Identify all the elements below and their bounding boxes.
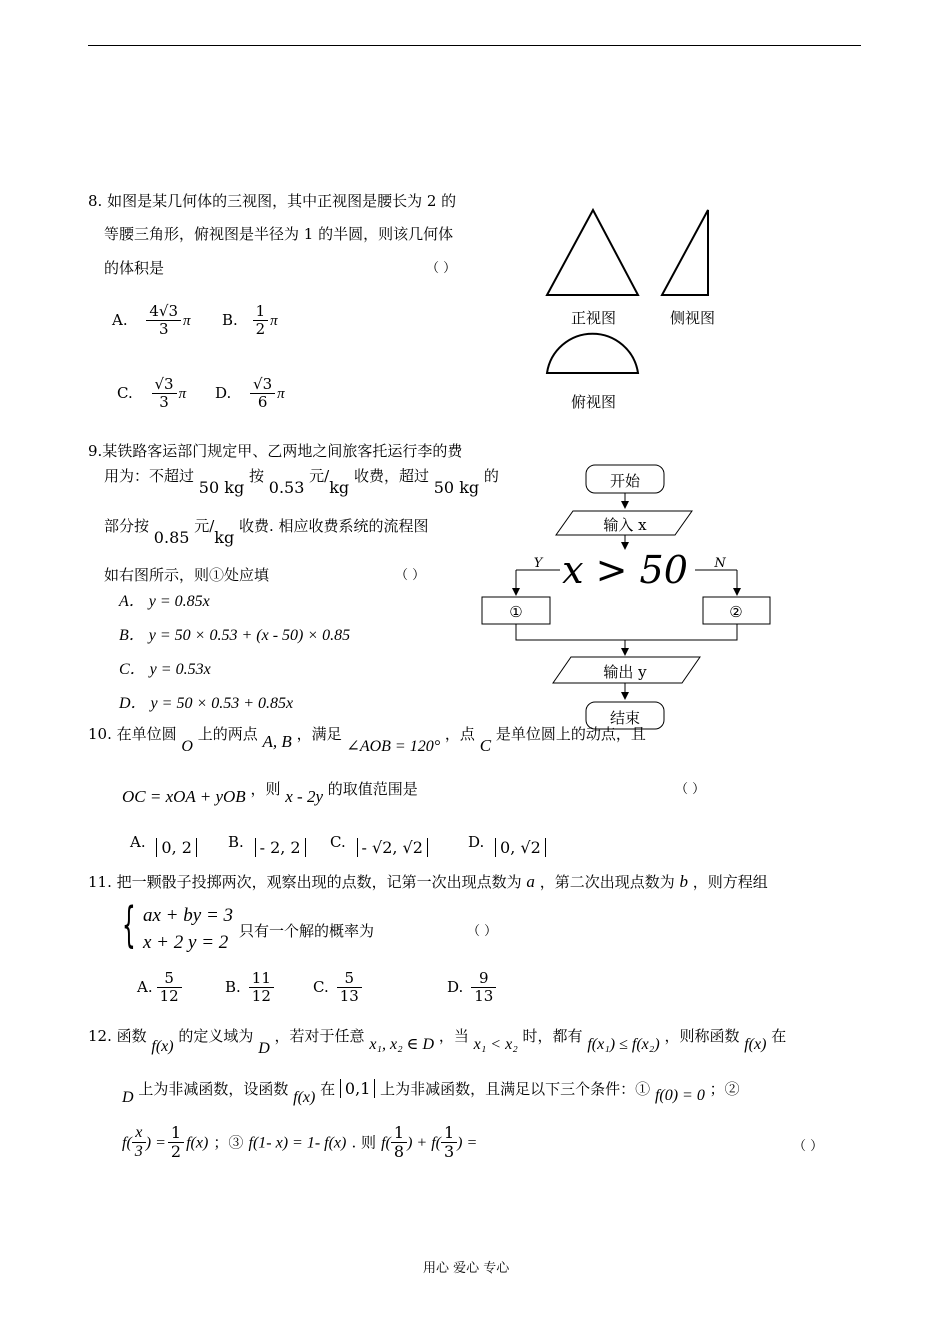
q12-fx: f(x) — [293, 1089, 316, 1106]
flowchart-box-1-text: ① — [509, 603, 523, 621]
q12-domain: D — [122, 1089, 134, 1106]
q10-points: A, B — [262, 732, 292, 751]
q11-var-b: b — [679, 872, 688, 891]
q9-text: 按 — [248, 467, 264, 485]
q9-text: 的 — [483, 467, 499, 485]
flowchart-start-text: 开始 — [609, 472, 641, 490]
q9-option-c: C． y = 0.53x — [119, 661, 211, 678]
q12-question-eq: ) = — [457, 1134, 478, 1152]
q12-text: ，若对于任意 — [274, 1027, 365, 1045]
q9-text: 用为：不超过 — [104, 467, 195, 485]
q10-option-c-value: - √2, √2 — [357, 838, 428, 857]
q11-option-c-num: 5 — [337, 970, 362, 988]
q8-option-c-pi: π — [178, 385, 187, 402]
flowchart-output-text: 输出 y — [603, 663, 647, 681]
q9-line1: 9.某铁路客运部门规定甲、乙两地之间旅客托运行李的费 — [88, 442, 463, 460]
q12-condition-2-den: 3 — [134, 1143, 143, 1161]
q11-option-d-num: 9 — [471, 970, 496, 988]
side-view-triangle — [662, 210, 708, 295]
q11-system-eq2: x + 2 y = 2 — [143, 932, 229, 953]
q12-text: ；③ — [213, 1133, 244, 1152]
q11-line2: 只有一个解的概率为 — [239, 922, 375, 940]
q9-text: 收费，超过 — [353, 467, 429, 485]
q10-option-c-label: C. — [330, 833, 346, 851]
q9-price-1: 0.53 — [268, 478, 305, 497]
q11-text: ，则方程组 — [692, 873, 768, 891]
q8-option-d-pi: π — [277, 385, 285, 402]
flowchart-box-2-text: ② — [729, 603, 743, 621]
q10-option-b — [228, 832, 306, 857]
q10-option-b-label: B. — [228, 833, 244, 851]
q12-fx: f(x) — [151, 1038, 174, 1055]
q10-option-d-label: D. — [468, 833, 485, 851]
q10-expression: x - 2y — [285, 787, 324, 806]
q11-option-a-den: 12 — [159, 987, 179, 1006]
q9-price-2: 0.85 — [153, 528, 190, 547]
q8-option-b-num: 1 — [253, 303, 269, 321]
q10-line2 — [122, 778, 418, 806]
q12-question-num-1: 1 — [391, 1124, 407, 1143]
q11-option-b-label: B. — [225, 977, 241, 996]
q12-condition-2-eq: ) = — [145, 1134, 166, 1152]
q11-brace: { — [122, 897, 136, 953]
q10-option-c — [330, 832, 428, 857]
page-footer: 用心 爱心 专心 — [423, 1261, 510, 1276]
q8-option-a-label: A. — [112, 310, 128, 329]
q10-option-a — [130, 832, 197, 857]
q8-option-b — [222, 303, 278, 339]
q12-text: 上为非减函数，设函数 — [138, 1080, 289, 1098]
q8-option-c-den: 3 — [159, 393, 169, 412]
q12-line1 — [88, 1025, 787, 1057]
q9-line4: 如右图所示，则①处应填 — [104, 566, 270, 584]
q12-text: . 则 — [351, 1133, 376, 1152]
q12-condition-2-num: x — [132, 1124, 146, 1143]
q12-condition-1: f(0) = 0 — [654, 1087, 705, 1104]
q12-text: ；② — [709, 1080, 740, 1098]
q12-text: 在 — [320, 1080, 336, 1098]
q12-question-den-1: 8 — [393, 1142, 405, 1162]
q9-line3 — [104, 515, 429, 547]
q12-domain: D — [258, 1040, 270, 1057]
q12-text: 时，都有 — [522, 1027, 583, 1045]
q8-option-b-pi: π — [270, 312, 278, 329]
q12-text: 上为非减函数，且满足以下三个条件：① — [380, 1080, 651, 1098]
q12-line2 — [122, 1078, 740, 1106]
q10-point-c: C — [479, 736, 492, 755]
q12-text: 在 — [771, 1027, 787, 1045]
q11-line1 — [88, 871, 768, 892]
q8-option-c-num: √3 — [152, 376, 177, 394]
q12-fx1-le-fx2: f(x₁) ≤ f(x₂) — [587, 1036, 660, 1053]
q8-option-a-pi: π — [183, 312, 191, 329]
q11-option-d-label: D. — [447, 977, 464, 996]
q9-unit: 元/ — [309, 467, 330, 485]
q10-text: 的取值范围是 — [327, 780, 418, 798]
q10-text: ，满足 — [296, 725, 342, 743]
flowchart-yes-label: Y — [533, 556, 543, 571]
q10-origin: O — [181, 738, 193, 755]
q8-option-a-den: 3 — [158, 320, 169, 339]
q8-option-d-label: D. — [215, 383, 232, 402]
q12-condition-2-half-den: 2 — [170, 1142, 182, 1162]
top-view-label: 俯视图 — [571, 393, 617, 411]
top-view-semicircle — [547, 334, 638, 373]
front-view-label: 正视图 — [571, 309, 617, 327]
q8-answer-paren: （ ） — [426, 261, 457, 276]
q9-answer-paren: （ ） — [395, 568, 426, 583]
q9-text: 收费. 相应收费系统的流程图 — [238, 517, 429, 535]
q12-question-den-2: 3 — [443, 1142, 455, 1162]
q12-condition-2-f: f( — [122, 1134, 132, 1152]
q12-answer-paren: （ ） — [793, 1139, 824, 1154]
q11-option-d-den: 13 — [474, 987, 494, 1006]
flowchart-condition-text: x > 50 — [562, 548, 688, 592]
q8-option-d-den: 6 — [257, 393, 268, 412]
q12-condition-2-half-num: 1 — [168, 1124, 184, 1143]
q9-unit-kg: kg — [214, 528, 235, 547]
q11-var-a: a — [526, 872, 535, 891]
q10-line1 — [88, 723, 646, 755]
q10-option-a-label: A. — [130, 833, 146, 851]
q8-option-a — [112, 303, 191, 339]
flowchart-no-label: N — [714, 556, 726, 571]
side-view-label: 侧视图 — [670, 309, 716, 327]
front-view-triangle — [547, 210, 638, 295]
q9-line2 — [104, 465, 499, 497]
q12-fx: f(x) — [744, 1036, 767, 1053]
q10-option-d-value: 0, √2 — [495, 838, 546, 857]
three-views-figure — [540, 200, 740, 400]
q8-option-b-label: B. — [222, 310, 238, 329]
q10-text: ，则 — [250, 780, 281, 798]
q8-option-b-den: 2 — [255, 320, 266, 339]
q10-vector-equation: OC = xOA + yOB — [122, 787, 246, 806]
q12-text: 12. 函数 — [88, 1027, 147, 1045]
q10-option-b-value: - 2, 2 — [255, 838, 306, 857]
q12-question-f: f( — [381, 1134, 391, 1152]
q11-option-a-num: 5 — [157, 970, 182, 988]
q12-text: ，当 — [438, 1027, 469, 1045]
q8-option-a-num: 4√3 — [146, 303, 181, 321]
q9-weight-1: 50 kg — [198, 478, 245, 497]
q9-option-a: A． y = 0.85x — [119, 593, 210, 610]
q11-option-a — [137, 970, 184, 1006]
q12-x1-lt-x2: x₁ < x₂ — [473, 1036, 518, 1053]
q12-question-num-2: 1 — [441, 1124, 457, 1143]
q8-line3: 的体积是 — [104, 259, 165, 277]
q10-text: 上的两点 — [197, 725, 258, 743]
q9-unit: 元/ — [194, 517, 215, 535]
q8-line1: 8. 如图是某几何体的三视图，其中正视图是腰长为 2 的 — [88, 192, 457, 210]
q11-option-c-label: C. — [313, 977, 329, 996]
q10-text: ，点 — [444, 725, 475, 743]
q12-interval: 0,1 — [340, 1079, 375, 1098]
q10-answer-paren: （ ） — [675, 782, 706, 797]
q10-option-d — [468, 832, 546, 857]
q10-option-a-value: 0, 2 — [156, 838, 197, 857]
q12-line3 — [122, 1124, 477, 1162]
q11-option-b-num: 11 — [249, 970, 274, 988]
q12-question-plus: ) + f( — [407, 1134, 441, 1152]
flowchart — [470, 455, 790, 735]
q11-text: 11. 把一颗骰子投掷两次，观察出现的点数，记第一次出现点数为 — [88, 873, 522, 891]
q11-text: ，第二次出现点数为 — [539, 873, 675, 891]
q12-text: ，则称函数 — [664, 1027, 740, 1045]
q11-option-a-label: A. — [137, 977, 153, 996]
q8-option-d-num: √3 — [250, 376, 275, 394]
flowchart-input-text: 输入 x — [603, 516, 647, 534]
q11-system-eq1: ax + by = 3 — [143, 905, 234, 926]
q11-option-b — [225, 970, 276, 1006]
q11-option-b-den: 12 — [251, 987, 271, 1006]
q11-option-c — [313, 970, 364, 1006]
q12-text: 的定义域为 — [178, 1027, 254, 1045]
q11-option-c-den: 13 — [339, 987, 359, 1006]
q9-text: 部分按 — [104, 517, 150, 535]
q10-angle: ∠AOB = 120° — [346, 738, 441, 755]
q10-text: 是单位圆上的动点，且 — [495, 725, 646, 743]
q10-text: 10. 在单位圆 — [88, 725, 177, 743]
q11-option-d — [447, 970, 498, 1006]
q8-option-c-label: C. — [117, 383, 133, 402]
q9-option-d: D． y = 50 × 0.53 + 0.85x — [119, 695, 294, 712]
q8-option-c — [117, 376, 186, 412]
q8-option-d — [215, 376, 285, 412]
q9-weight-2: 50 kg — [433, 478, 480, 497]
header-rule — [88, 45, 861, 46]
q12-condition-2-fx: f(x) — [186, 1134, 209, 1152]
q11-answer-paren: （ ） — [467, 924, 498, 939]
q8-line2: 等腰三角形，俯视图是半径为 1 的半圆，则该几何体 — [104, 225, 454, 243]
q9-option-b: B． y = 50 × 0.53 + (x - 50) × 0.85 — [119, 627, 351, 644]
q9-unit-kg: kg — [329, 478, 350, 497]
flowchart-end-text: 结束 — [609, 709, 641, 727]
q12-condition-3: f(1- x) = 1- f(x) — [248, 1134, 347, 1152]
q12-x1x2-in-d: x₁, x₂ ∈ D — [369, 1036, 435, 1053]
